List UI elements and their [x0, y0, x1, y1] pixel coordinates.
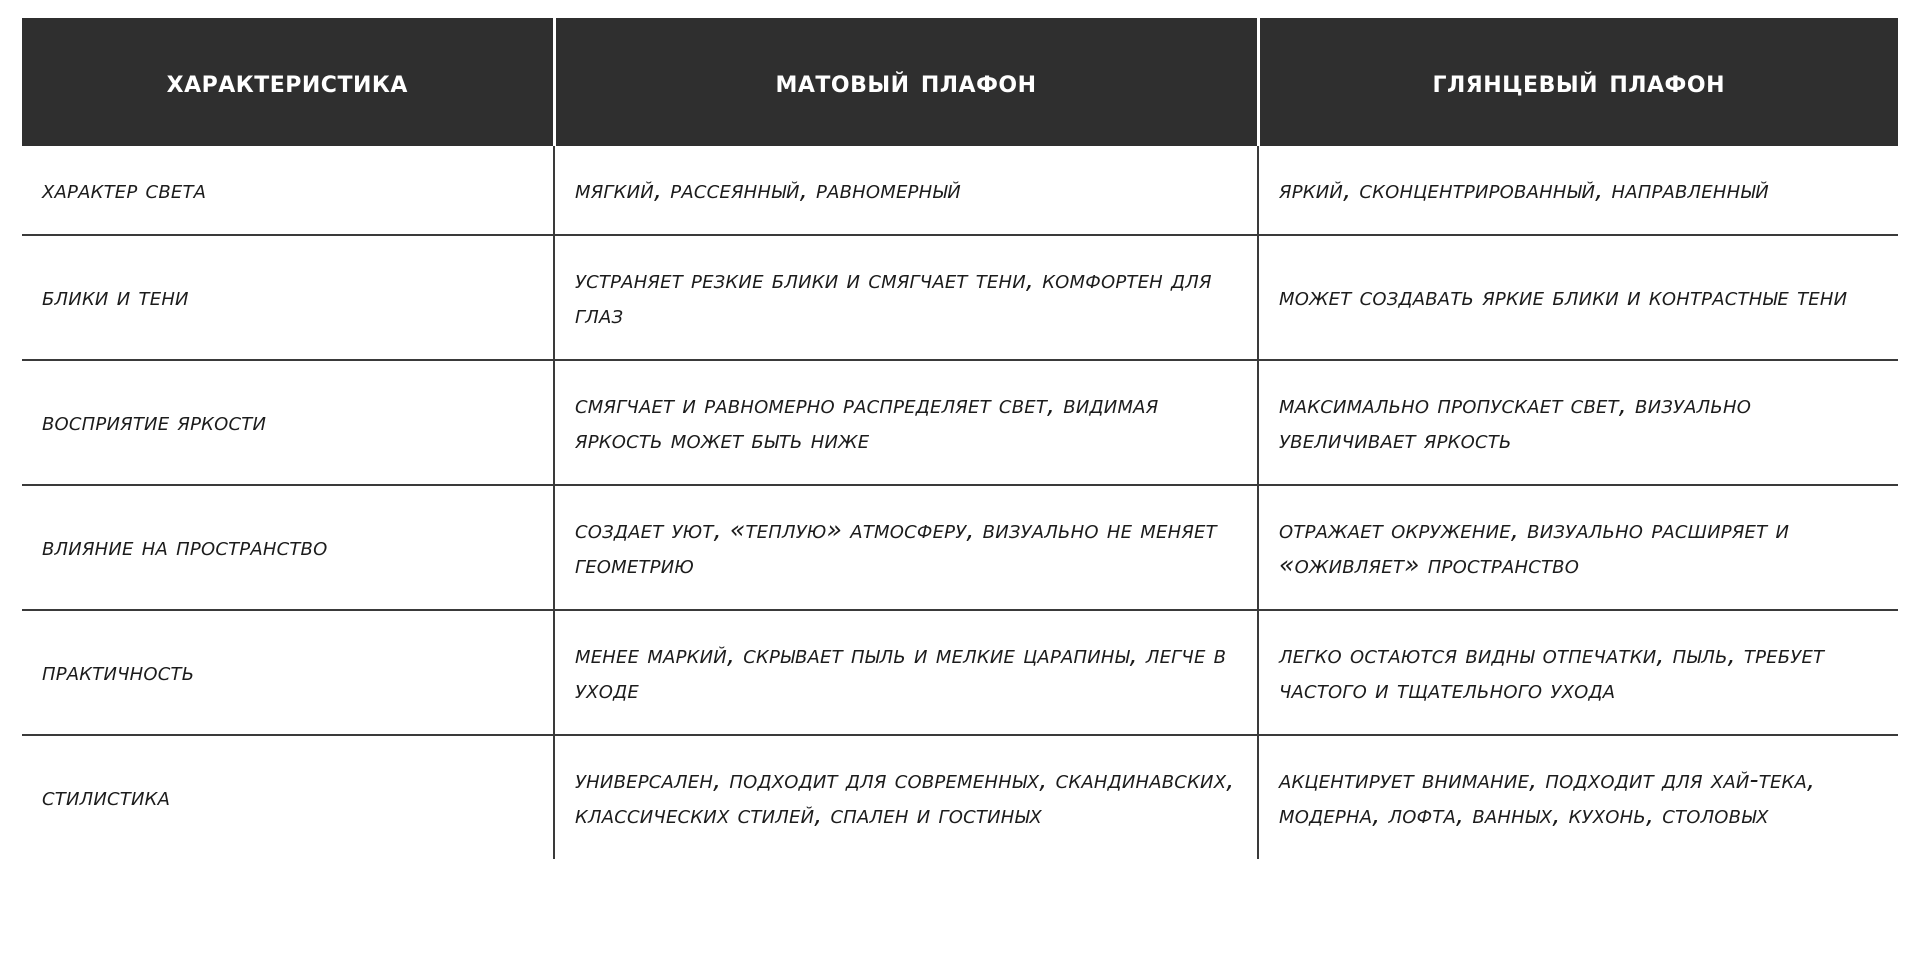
cell-glossy: максимально пропускает свет, визуально увеличивает яркость [1258, 360, 1898, 485]
cell-glossy: яркий, сконцентрированный, направленный [1258, 146, 1898, 235]
cell-glossy: может создавать яркие блики и контрастные тени [1258, 235, 1898, 360]
table-header [22, 18, 1898, 146]
cell-feature: практичность [22, 610, 554, 735]
cell-matte: универсален, подходит для современных, скандинавских, классических стилей, спален и гостиных [554, 735, 1258, 859]
cell-feature: стилистика [22, 735, 554, 859]
table-row [22, 610, 1898, 735]
cell-feature: характер света [22, 146, 554, 235]
cell-matte: мягкий, рассеянный, равномерный [554, 146, 1258, 235]
cell-matte: создает уют, «теплую» атмосферу, визуально не меняет геометрию [554, 485, 1258, 610]
cell-glossy: акцентирует внимание, подходит для хай-тека, модерна, лофта, ванных, кухонь, столовых [1279, 764, 1816, 829]
cell-feature: блики и тени [22, 235, 554, 360]
table-row [22, 146, 1898, 235]
cell-matte: устраняет резкие блики и смягчает тени, комфортен для глаз [554, 235, 1258, 360]
table-row [22, 485, 1898, 610]
cell-matte: менее маркий, скрывает пыль и мелкие царапины, легче в уходе [554, 610, 1258, 735]
cell-feature: восприятие яркости [22, 360, 554, 485]
column-header-feature: характеристика [22, 18, 554, 146]
table-row [22, 360, 1898, 485]
table-row [22, 735, 1898, 859]
comparison-table [22, 18, 1898, 859]
cell-matte: смягчает и равномерно распределяет свет, видимая яркость может быть ниже [554, 360, 1258, 485]
cell-feature: влияние на пространство [22, 485, 554, 610]
table-row [22, 235, 1898, 360]
cell-glossy: легко остаются видны отпечатки, пыль, требует частого и тщательного ухода [1258, 610, 1898, 735]
table-body [22, 146, 1898, 859]
column-header-matte: матовый плафон [554, 18, 1258, 146]
cell-glossy: отражает окружение, визуально расширяет и «оживляет» пространство [1258, 485, 1898, 610]
column-header-glossy: глянцевый плафон [1258, 18, 1898, 146]
header-row [22, 18, 1898, 146]
